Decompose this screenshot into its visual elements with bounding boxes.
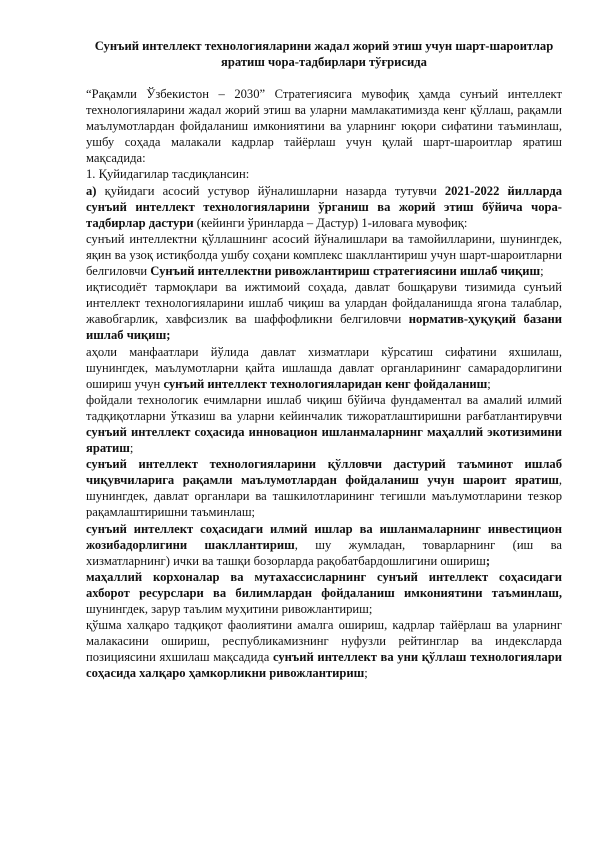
direction-8-bold: сунъий интеллект ва уни қўллаш технологиялари соҳасида халқаро ҳамкорликни ривожлантириш bbox=[86, 650, 562, 681]
direction-1 bbox=[86, 231, 562, 279]
direction-5-bold: сунъий интеллект технологияларини қўлловчи дастурий таъминот ишлаб чиқувчиларига рақамли маълумотлардан фойдаланиш учун шароит яратиш bbox=[86, 457, 562, 488]
item-a-bold: 2021-2022 йилларда сунъий интеллект технологияларини ўрганиш ва жорий этиш бўйича чора-тадбирлар дастури bbox=[86, 183, 562, 230]
intro-paragraph: “Рақамли Ўзбекистон – 2030” Стратегиясига мувофиқ ҳамда сунъий интеллект технологияларини жадал жорий этиш ва уларни мамлакатимизда кенг қўллаш, рақамли маълумотлардан фойдаланиш имкониятини ва уларнинг юқори сифатини таъминлаш, ушбу соҳада малакали кадрлар тайёрлаш учун қулай шарт-шароитлар яратиш мақсадида: bbox=[86, 87, 562, 166]
direction-6 bbox=[86, 521, 562, 569]
item-a-paragraph bbox=[86, 183, 562, 231]
item-a-label: а) bbox=[86, 183, 97, 198]
item-a-text-end: (кейинги ўринларда – Дастур) 1-иловага мувофиқ: bbox=[193, 215, 468, 230]
direction-5-text: , шунингдек, давлат органлари ва ташкилотларининг тегишли маълумотларини тезкор рақамлаштиришни таъминлаш; bbox=[86, 473, 562, 520]
direction-3 bbox=[86, 344, 562, 392]
direction-8-text: қўшма халқаро тадқиқот фаолиятини амалга ошириш, кадрлар тайёрлаш ва уларнинг малакасини ошириш, республикамизнинг нуфузли рейтинглар ва индексларда позициясини яхшилаш мақсадида bbox=[86, 618, 562, 665]
direction-1-text: сунъий интеллектни қўллашнинг асосий йўналишлари ва тамойилларини, шунингдек, яқин ва узоқ истиқболда ушбу соҳани комплекс шакллантириш учун шарт-шароитларни белгиловчи bbox=[86, 231, 562, 279]
direction-8-end: ; bbox=[364, 666, 368, 681]
direction-8 bbox=[86, 617, 562, 681]
direction-1-bold: Сунъий интеллектни ривожлантириш стратегиясини ишлаб чиқиш bbox=[150, 264, 541, 279]
direction-3-text: аҳоли манфаатлари йўлида давлат хизматлари кўрсатиш сифатини яхшилаш, шунингдек, маълумотларни қайта ишлашда давлат органларининг самарадорлигини ошириш учун bbox=[86, 344, 562, 391]
direction-3-bold: сунъий интеллект технологияларидан кенг фойдаланиш bbox=[163, 376, 488, 391]
direction-7-text: шунингдек, зарур таълим муҳитини ривожлантириш; bbox=[86, 602, 373, 616]
direction-4 bbox=[86, 392, 562, 456]
direction-5 bbox=[86, 456, 562, 520]
direction-4-text: фойдали технологик ечимларни ишлаб чиқиш бўйича фундаментал ва амалий илмий тадқиқотларни ўтказиш ва уларни кейинчалик тижоратлаштиришни рағбатлантирувчи bbox=[86, 392, 562, 423]
direction-2-text: иқтисодиёт тармоқлари ва ижтимоий соҳада, давлат бошқаруви тизимида сунъий интеллект технологияларини ишлаб чиқиш ва улардан фойдаланишда ягона талаблар, жавобгарлик, хавфсизлик ва шаффофликни белгиловчи bbox=[86, 280, 562, 327]
direction-4-bold: сунъий интеллект соҳасида инновацион ишланмаларнинг маҳаллий экотизимини яратиш bbox=[86, 424, 562, 456]
direction-6-text: , шу жумладан, товарларнинг (иш ва хизматларнинг) ички ва ташқи бозорларда рақобатбардошлигини ошириш bbox=[86, 537, 562, 568]
direction-1-end: ; bbox=[540, 264, 544, 279]
item-a-text: қуйидаги асосий устувор йўналишларни назарда тутувчи bbox=[96, 183, 445, 198]
direction-6-end: ; bbox=[485, 553, 491, 568]
direction-7-bold: маҳаллий корхоналар ва мутахассисларнинг сунъий интеллект соҳасидаги ахборот ресурслари ва билимлардан фойдаланиш имкониятини таъминлаш, bbox=[86, 569, 562, 600]
direction-6-bold: сунъий интеллект соҳасидаги илмий ишлар ва ишланмаларнинг инвестицион жозибадорлигини шакллантириш bbox=[86, 521, 562, 552]
direction-7 bbox=[86, 569, 562, 617]
direction-2 bbox=[86, 279, 562, 343]
document-title: Сунъий интеллект технологияларини жадал жорий этиш учун шарт-шароитлар яратиш чора-тадбирлари тўғрисида bbox=[94, 39, 554, 69]
direction-3-end: ; bbox=[487, 376, 491, 391]
item-1: 1. Қуйидагилар тасдиқлансин: bbox=[86, 167, 250, 182]
direction-2-bold: норматив-ҳуқуқий базани ишлаб чиқиш; bbox=[86, 312, 562, 343]
direction-4-end: ; bbox=[129, 441, 134, 456]
